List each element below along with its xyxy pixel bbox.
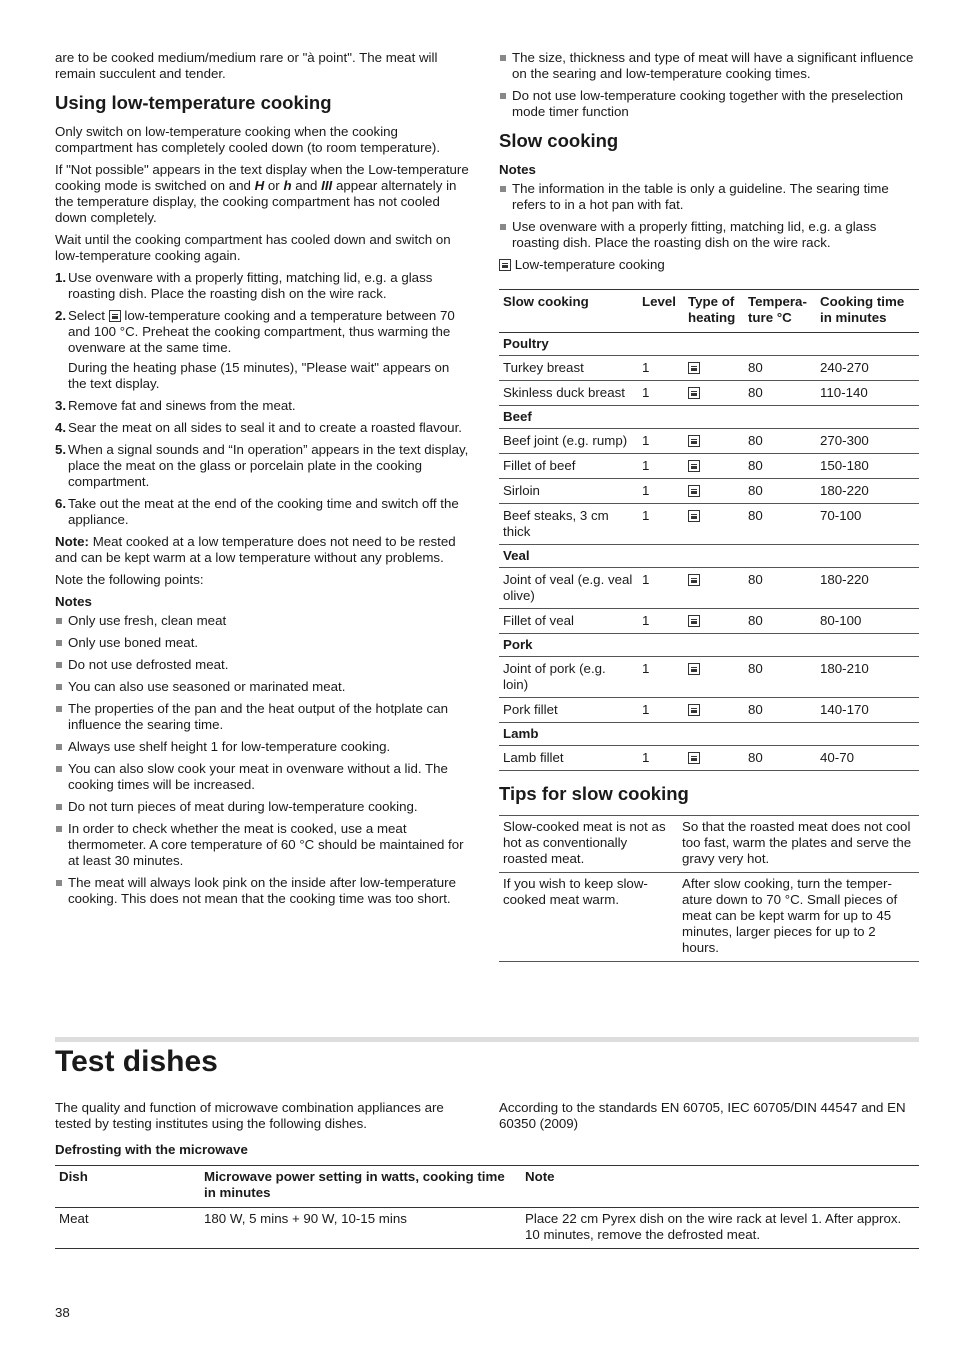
- left-column: [55, 50, 470, 913]
- cooking-time-cell: 180-220: [816, 568, 919, 609]
- step-text: Sear the meat on all sides to seal it and to create a roasted flavour.: [68, 420, 462, 435]
- notes-list: [499, 181, 919, 251]
- temperature-cell: 80: [744, 381, 816, 406]
- legend-line: [499, 257, 919, 273]
- group-label: Veal: [499, 545, 919, 568]
- list-item: Use ovenware with a properly fitting, matching lid, e.g. a glass roasting dish. Place the roasting dish on the wire rack.: [499, 219, 919, 251]
- table-group-row: [499, 723, 919, 746]
- heating-type-cell: [684, 568, 744, 609]
- low-temperature-cooking-icon: [688, 485, 700, 497]
- level-cell: 1: [638, 429, 684, 454]
- level-cell: 1: [638, 356, 684, 381]
- low-temperature-cooking-icon: [688, 387, 700, 399]
- list-item: The meat will always look pink on the inside after low-temperature cooking. This does not mean that the cooking time was too short.: [55, 875, 470, 907]
- intro-paragraph: are to be cooked medium/medium rare or "à point". The meat will remain succulent and tender.: [55, 50, 438, 81]
- defrost-table: [55, 1165, 919, 1249]
- low-temperature-cooking-icon: [688, 362, 700, 374]
- low-temperature-cooking-icon: [688, 574, 700, 586]
- display-glyph-bars: III: [321, 178, 333, 193]
- page-number: 38: [55, 1305, 70, 1320]
- group-label: Poultry: [499, 333, 919, 356]
- step-text: low-temperature cooking and a temperature between 70 and 100 °C. Preheat the cooking compartment, thus warming the ovenware at the same time.: [68, 308, 455, 355]
- low-temperature-cooking-icon: [688, 460, 700, 472]
- table-row: [499, 657, 919, 698]
- dish-cell: Lamb fillet: [499, 746, 638, 771]
- heating-type-cell: [684, 454, 744, 479]
- cooking-time-cell: 240-270: [816, 356, 919, 381]
- dish-cell: Skinless duck breast: [499, 381, 638, 406]
- level-cell: 1: [638, 479, 684, 504]
- top-bullets: [499, 50, 919, 120]
- temperature-cell: 80: [744, 657, 816, 698]
- temperature-cell: 80: [744, 479, 816, 504]
- paragraph-wait: Wait until the cooking compartment has cooled down and switch on low-temperature cooking again.: [55, 232, 451, 263]
- temperature-cell: 80: [744, 609, 816, 634]
- step-text: Remove fat and sinews from the meat.: [68, 398, 296, 413]
- column-header: Microwave power setting in watts, cooking time in minutes: [200, 1166, 521, 1208]
- dish-cell: Beef joint (e.g. rump): [499, 429, 638, 454]
- paragraph-text: and: [295, 178, 318, 193]
- section-heading-low-temp: Using low-temperature cooking: [55, 92, 332, 113]
- display-glyph-h-lower: h: [283, 178, 292, 193]
- table-group-row: [499, 406, 919, 429]
- notes-heading: Notes: [55, 594, 92, 609]
- column-header: Tempera-ture °C: [744, 290, 816, 333]
- heating-type-cell: [684, 698, 744, 723]
- dish-cell: Sirloin: [499, 479, 638, 504]
- dish-cell: Joint of pork (e.g. loin): [499, 657, 638, 698]
- step-item: [55, 420, 470, 436]
- heating-type-cell: [684, 356, 744, 381]
- table-row: [499, 609, 919, 634]
- low-temperature-cooking-icon: [688, 704, 700, 716]
- list-item: Only use fresh, clean meat: [55, 613, 470, 629]
- tips-table: [499, 815, 919, 962]
- test-dishes-title: Test dishes: [55, 1045, 218, 1078]
- low-temperature-cooking-icon: [688, 615, 700, 627]
- cooking-time-cell: 180-210: [816, 657, 919, 698]
- paragraph-text: or: [267, 178, 280, 193]
- table-row: [55, 1208, 919, 1249]
- level-cell: 1: [638, 454, 684, 479]
- table-group-row: [499, 333, 919, 356]
- table-row: [499, 873, 919, 962]
- step-text: When a signal sounds and “In operation” appears in the text display, place the meat on the glass or porcelain plate in the cooking compartment.: [68, 442, 469, 489]
- low-temperature-cooking-icon: [688, 435, 700, 447]
- level-cell: 1: [638, 698, 684, 723]
- list-item: The properties of the pan and the heat output of the hotplate can influence the searing time.: [55, 701, 470, 733]
- paragraph-not-possible: [55, 162, 470, 226]
- step-number: 6.: [55, 496, 67, 511]
- heating-type-cell: [684, 746, 744, 771]
- table-group-row: [499, 634, 919, 657]
- heating-type-cell: [684, 479, 744, 504]
- level-cell: 1: [638, 746, 684, 771]
- table-row: [499, 698, 919, 723]
- low-temperature-cooking-icon: [688, 510, 700, 522]
- step-text: Select: [68, 308, 105, 323]
- dish-cell: Turkey breast: [499, 356, 638, 381]
- step-number: 2.: [55, 308, 67, 323]
- cooking-time-cell: 270-300: [816, 429, 919, 454]
- heating-type-cell: [684, 609, 744, 634]
- step-item: [55, 496, 470, 528]
- notes-list: [55, 613, 470, 907]
- table-cell: Place 22 cm Pyrex dish on the wire rack at level 1. After approx. 10 minutes, remove the defrosted meat.: [521, 1208, 919, 1249]
- table-row: [499, 816, 919, 873]
- table-row: [499, 356, 919, 381]
- step-subnote: During the heating phase (15 minutes), "Please wait" appears on the text display.: [68, 360, 450, 391]
- level-cell: 1: [638, 657, 684, 698]
- temperature-cell: 80: [744, 429, 816, 454]
- section-heading-tips: Tips for slow cooking: [499, 783, 689, 804]
- slow-cooking-table: [499, 289, 919, 771]
- step-text: Use ovenware with a properly fitting, matching lid, e.g. a glass roasting dish. Place the roasting dish on the wire rack.: [68, 270, 433, 301]
- dish-cell: Pork fillet: [499, 698, 638, 723]
- low-temperature-cooking-icon: [688, 752, 700, 764]
- table-row: [499, 429, 919, 454]
- dish-cell: Fillet of veal: [499, 609, 638, 634]
- group-label: Lamb: [499, 723, 919, 746]
- tip-solution: After slow cooking, turn the temper-ature down to 70 °C. Small pieces of meat can be kept warm for up to 45 minutes, larger pieces for up to 2 hours.: [678, 873, 919, 962]
- heating-type-cell: [684, 381, 744, 406]
- dish-cell: Fillet of beef: [499, 454, 638, 479]
- cooking-time-cell: 140-170: [816, 698, 919, 723]
- list-item: Do not use defrosted meat.: [55, 657, 470, 673]
- cooking-time-cell: 110-140: [816, 381, 919, 406]
- dish-cell: Beef steaks, 3 cm thick: [499, 504, 638, 545]
- table-row: [499, 746, 919, 771]
- step-item: [55, 270, 470, 302]
- step-item: [55, 308, 470, 392]
- notes-heading: Notes: [499, 162, 536, 177]
- level-cell: 1: [638, 568, 684, 609]
- table-group-row: [499, 545, 919, 568]
- steps-list: [55, 270, 470, 528]
- section-heading-slow-cooking: Slow cooking: [499, 130, 619, 151]
- table-cell: 180 W, 5 mins + 90 W, 10-15 mins: [200, 1208, 521, 1249]
- list-item: Only use boned meat.: [55, 635, 470, 651]
- list-item: The size, thickness and type of meat will have a significant influence on the searing and low-temperature cooking times.: [499, 50, 919, 82]
- list-item: Do not use low-temperature cooking together with the preselection mode timer function: [499, 88, 919, 120]
- list-item: In order to check whether the meat is cooked, use a meat thermometer. A core temperature of 60 °C should be maintained for at least 30 minutes.: [55, 821, 470, 869]
- note-paragraph: [55, 534, 470, 566]
- cooking-time-cell: 80-100: [816, 609, 919, 634]
- temperature-cell: 80: [744, 356, 816, 381]
- level-cell: 1: [638, 381, 684, 406]
- level-cell: 1: [638, 504, 684, 545]
- list-item: Do not turn pieces of meat during low-temperature cooking.: [55, 799, 470, 815]
- table-header-row: [55, 1166, 919, 1208]
- table-row: [499, 479, 919, 504]
- cooking-time-cell: 180-220: [816, 479, 919, 504]
- table-body: [499, 333, 919, 771]
- step-number: 4.: [55, 420, 67, 435]
- temperature-cell: 80: [744, 568, 816, 609]
- cooking-time-cell: 40-70: [816, 746, 919, 771]
- column-header: Type of heating: [684, 290, 744, 333]
- test-intro-left: The quality and function of microwave combination appliances are tested by testing institutes using the following dishes.: [55, 1100, 444, 1131]
- note-label: Note:: [55, 534, 89, 549]
- column-header: Dish: [55, 1166, 200, 1208]
- cooking-time-cell: 150-180: [816, 454, 919, 479]
- defrost-heading: Defrosting with the microwave: [55, 1142, 248, 1157]
- test-intro-right: According to the standards EN 60705, IEC 60705/DIN 44547 and EN 60350 (2009): [499, 1100, 906, 1131]
- low-temperature-cooking-icon: [688, 663, 700, 675]
- list-item: Always use shelf height 1 for low-temperature cooking.: [55, 739, 470, 755]
- section-divider: [55, 1037, 919, 1042]
- group-label: Beef: [499, 406, 919, 429]
- table-cell: Meat: [55, 1208, 200, 1249]
- temperature-cell: 80: [744, 504, 816, 545]
- table-row: [499, 568, 919, 609]
- table-row: [499, 454, 919, 479]
- display-glyph-h-upper: H: [254, 178, 265, 193]
- list-item: You can also use seasoned or marinated meat.: [55, 679, 470, 695]
- dish-cell: Joint of veal (e.g. veal olive): [499, 568, 638, 609]
- column-header: Note: [521, 1166, 919, 1208]
- column-header: Slow cooking: [499, 290, 638, 333]
- table-row: [499, 381, 919, 406]
- step-item: [55, 442, 470, 490]
- low-temperature-cooking-icon: [499, 259, 511, 271]
- low-temperature-cooking-icon: [109, 310, 121, 322]
- tip-problem: Slow-cooked meat is not as hot as conventionally roasted meat.: [499, 816, 678, 873]
- tip-problem: If you wish to keep slow-cooked meat warm.: [499, 873, 678, 962]
- note-follow: Note the following points:: [55, 572, 204, 587]
- right-column: [499, 50, 919, 962]
- tip-solution: So that the roasted meat does not cool too fast, warm the plates and serve the gravy very hot.: [678, 816, 919, 873]
- column-header: Cooking time in minutes: [816, 290, 919, 333]
- paragraph-switch-on: Only switch on low-temperature cooking when the cooking compartment has completely cooled down (to room temperature).: [55, 124, 441, 155]
- group-label: Pork: [499, 634, 919, 657]
- step-number: 3.: [55, 398, 67, 413]
- column-header: Level: [638, 290, 684, 333]
- level-cell: 1: [638, 609, 684, 634]
- step-number: 1.: [55, 270, 67, 285]
- temperature-cell: 80: [744, 746, 816, 771]
- table-header-row: [499, 290, 919, 333]
- temperature-cell: 80: [744, 698, 816, 723]
- temperature-cell: 80: [744, 454, 816, 479]
- step-text: Take out the meat at the end of the cooking time and switch off the appliance.: [68, 496, 459, 527]
- heating-type-cell: [684, 504, 744, 545]
- table-row: [499, 504, 919, 545]
- cooking-time-cell: 70-100: [816, 504, 919, 545]
- legend-text: Low-temperature cooking: [514, 257, 665, 272]
- list-item: You can also slow cook your meat in ovenware without a lid. The cooking times will be increased.: [55, 761, 470, 793]
- step-number: 5.: [55, 442, 67, 457]
- heating-type-cell: [684, 657, 744, 698]
- step-item: [55, 398, 470, 414]
- note-text: Meat cooked at a low temperature does not need to be rested and can be kept warm at a low temperature without any problems.: [55, 534, 456, 565]
- paragraph-text: If "Not possible" appears in the text display when the Low-temperature cooking mode is switched on and: [55, 162, 469, 193]
- list-item: The information in the table is only a guideline. The searing time refers to in a hot pan with fat.: [499, 181, 919, 213]
- paragraph-text: appear alternately in the temperature display, the cooking compartment has not cooled down completely.: [55, 178, 457, 225]
- heating-type-cell: [684, 429, 744, 454]
